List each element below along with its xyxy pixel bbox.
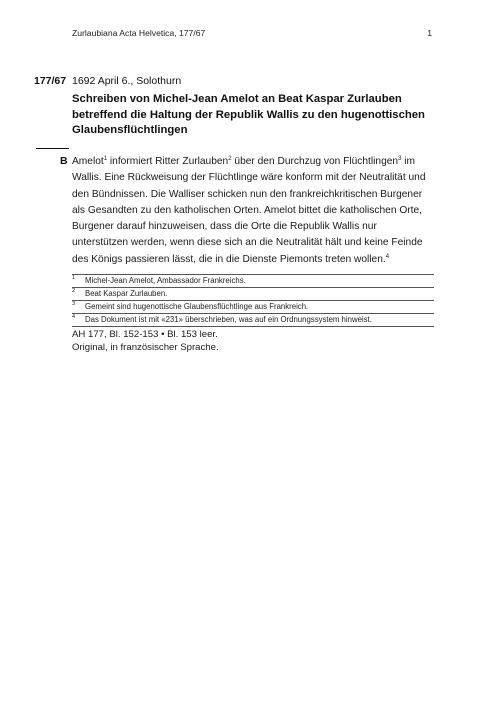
footnote-reference[interactable]: 3 <box>398 156 402 162</box>
body-text-segment: im <box>401 156 416 167</box>
footnote-number: 3 <box>72 301 76 307</box>
footnote-number: 1 <box>72 275 76 281</box>
body-text-segment: Amelot <box>72 156 104 167</box>
footnote-reference[interactable]: 2 <box>228 156 232 162</box>
edition-title: Zurlaubiana Acta Helvetica, 177/67 <box>72 28 206 38</box>
body-text-segment: informiert Ritter Zurlauben <box>107 156 229 167</box>
footnote-text: Beat Kaspar Zurlauben. <box>85 289 168 298</box>
body-line: unterstützen werden, wenn diese sich an die Neutralität hält und keine Feinde <box>72 237 423 249</box>
footnote <box>72 313 434 326</box>
document-title: Schreiben von Michel-Jean Amelot an Beat Kaspar Zurlauben betreffend die Haltung der Republik Wallis zu den hugenottischen Glaubensflüchtlingen <box>72 93 425 136</box>
body-line <box>72 154 432 170</box>
body-text-segment: über den Durchzug von Flüchtlingen <box>231 156 399 167</box>
body-line: als Gesandten zu den katholischen Orten. Amelot bittet die katholischen Orte, <box>72 204 422 216</box>
footnote-number: 2 <box>72 288 76 294</box>
archival-source: AH 177, Bl. 152-153 • Bl. 153 leer. <box>72 329 218 340</box>
archival-language-note: Original, in französischer Sprache. <box>72 341 219 353</box>
footnote-reference[interactable]: 1 <box>103 156 108 162</box>
body-line: Burgener darauf hinzuweisen, dass die Orte die Republik Wallis nur <box>72 221 377 233</box>
footnote-apparatus <box>72 274 434 354</box>
regest-body <box>72 154 432 268</box>
marker-rule <box>36 148 69 149</box>
footnote-reference[interactable]: 4 <box>385 253 390 260</box>
footnote-text: Michel-Jean Amelot, Ambassador Frankreichs. <box>85 276 246 285</box>
footnote <box>72 274 434 287</box>
body-line: Wallis. Eine Rückweisung der Flüchtlinge wäre konform mit der Neutralität und <box>72 172 426 184</box>
document-date-place: 1692 April 6., Solothurn <box>72 75 182 87</box>
body-line <box>72 252 432 268</box>
page-number: 1 <box>427 28 432 38</box>
body-text-segment: des Königs passieren lässt, die in die Dienste Piemonts treten wollen. <box>72 253 386 265</box>
footnote <box>72 300 434 313</box>
version-marker: B <box>60 155 68 167</box>
footnote <box>72 287 434 300</box>
body-line: den Bündnissen. Die Walliser schicken nun den frankreichkritischen Burgener <box>72 188 423 200</box>
footnote-text: Gemeint sind hugenottische Glaubensflüchtlinge aus Frankreich. <box>85 302 309 311</box>
footnote-text: Das Dokument ist mit «231» überschrieben, was auf ein Ordnungssystem hinweist. <box>85 315 372 324</box>
document-number: 177/67 <box>34 75 67 87</box>
footnote-number: 4 <box>72 314 76 320</box>
archival-note <box>72 326 434 354</box>
running-head <box>72 28 432 38</box>
